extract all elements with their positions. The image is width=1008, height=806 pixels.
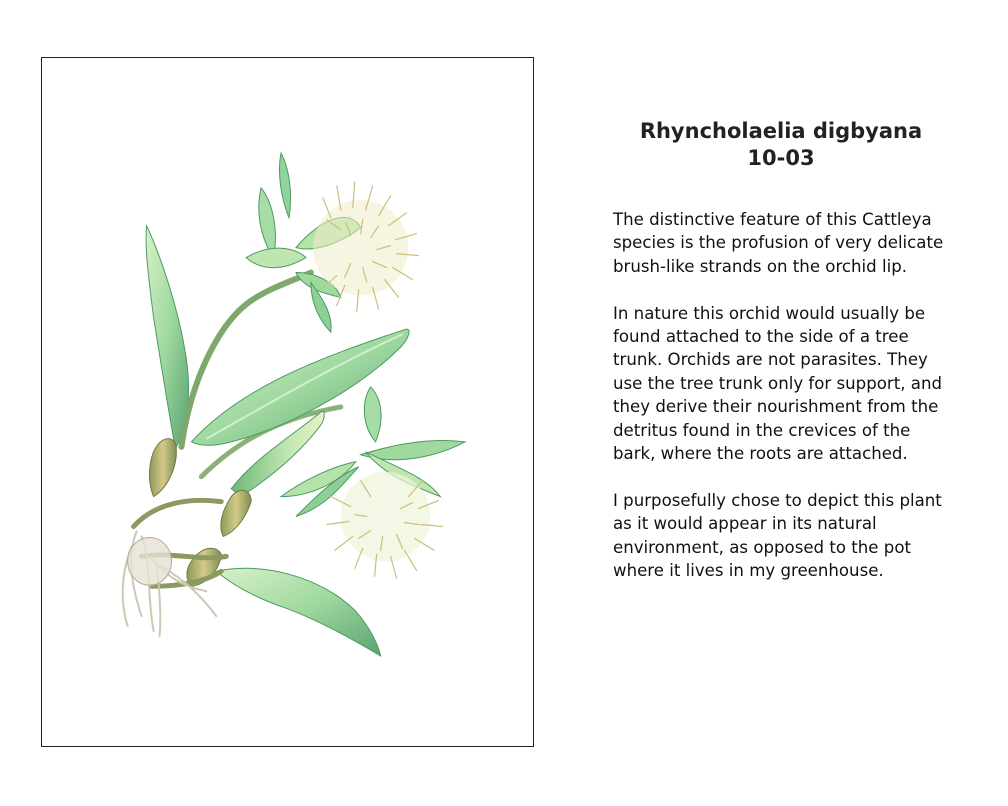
artwork-title xyxy=(600,118,962,172)
illustration-frame xyxy=(41,57,534,747)
paragraph-3: I purposefully chose to depict this plant as it would appear in its natural environment, as opposed to the pot where it lives in my greenhouse. xyxy=(613,490,942,581)
leaf-lower xyxy=(216,568,380,656)
flower-upper xyxy=(246,153,418,332)
pseudobulb-2 xyxy=(221,490,251,536)
paragraph-2: In nature this orchid would usually be found attached to the side of a tree trunk. Orchids are not parasites. They use the tree trunk only for support, and they derive their nourishment from the detritus found in the crevices of the bark, where the roots are attached. xyxy=(613,303,942,464)
title-date: 10-03 xyxy=(747,146,815,170)
artwork-description xyxy=(613,208,958,606)
title-species: Rhyncholaelia digbyana xyxy=(639,119,923,143)
orchid-illustration xyxy=(42,58,533,746)
pseudobulb-1 xyxy=(149,439,176,497)
paragraph-1: The distinctive feature of this Cattleya species is the profusion of very delicate brush-like strands on the orchid lip. xyxy=(613,210,944,276)
leaf-upright xyxy=(146,226,189,449)
